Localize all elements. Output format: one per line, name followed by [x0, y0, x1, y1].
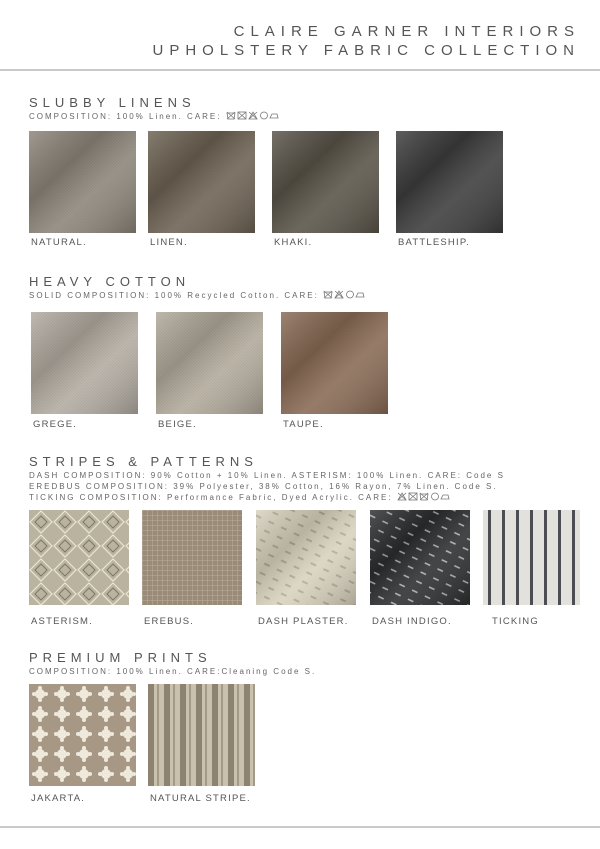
- swatch-label: NATURAL STRIPE.: [150, 793, 251, 804]
- composition-stripes-line-3: [29, 492, 455, 503]
- header-divider: [0, 69, 600, 71]
- section-title-premium-prints: PREMIUM PRINTS: [29, 650, 212, 665]
- care-icons: [397, 493, 455, 502]
- swatch-label: EREBUS.: [144, 616, 195, 627]
- composition-text: COMPOSITION: 100% Linen. CARE:: [29, 112, 222, 121]
- iron-icon: [441, 495, 449, 499]
- page-header: [152, 22, 580, 60]
- iron-icon: [270, 114, 278, 118]
- swatch-label: DASH INDIGO.: [372, 616, 452, 627]
- swatch-label: GREGE.: [33, 419, 78, 430]
- dry-clean-icon: [260, 112, 267, 119]
- dry-clean-icon: [347, 291, 354, 298]
- composition-premium-prints: COMPOSITION: 100% Linen. CARE:Cleaning Code S.: [29, 667, 317, 676]
- swatch-label: KHAKI.: [274, 237, 313, 248]
- section-title-heavy-cotton: HEAVY COTTON: [29, 274, 191, 289]
- section-title-slubby-linens: SLUBBY LINENS: [29, 95, 196, 110]
- company-name: CLAIRE GARNER INTERIORS: [233, 23, 580, 40]
- care-icons: [323, 291, 369, 300]
- iron-icon: [356, 293, 364, 297]
- swatch-label: BEIGE.: [158, 419, 197, 430]
- swatch-label: LINEN.: [150, 237, 188, 248]
- composition-text: SOLID COMPOSITION: 100% Recycled Cotton. CARE:: [29, 291, 319, 300]
- swatch-label: BATTLESHIP.: [398, 237, 470, 248]
- swatch-label: NATURAL.: [31, 237, 87, 248]
- section-title-stripes-patterns: STRIPES & PATTERNS: [29, 454, 258, 469]
- composition-text: TICKING COMPOSITION: Performance Fabric, Dyed Acrylic. CARE:: [29, 493, 393, 502]
- swatch-label: TAUPE.: [283, 419, 324, 430]
- swatch-label: JAKARTA.: [31, 793, 86, 804]
- swatch-label: TICKING: [492, 616, 539, 627]
- footer-divider: [0, 826, 600, 828]
- collection-title: UPHOLSTERY FABRIC COLLECTION: [152, 42, 580, 59]
- composition-stripes-line-1: DASH COMPOSITION: 90% Cotton + 10% Linen. ASTERISM: 100% Linen. CARE: Code S: [29, 471, 505, 480]
- composition-stripes-line-2: EREDBUS COMPOSITION: 39% Polyester, 38% Cotton, 16% Rayon, 7% Linen. Code S.: [29, 482, 498, 491]
- composition-heavy-cotton: [29, 290, 369, 301]
- care-icons: [226, 112, 284, 121]
- composition-slubby-linens: [29, 111, 284, 122]
- swatch-label: DASH PLASTER.: [258, 616, 349, 627]
- swatch-label: ASTERISM.: [31, 616, 94, 627]
- dry-clean-icon: [431, 493, 438, 500]
